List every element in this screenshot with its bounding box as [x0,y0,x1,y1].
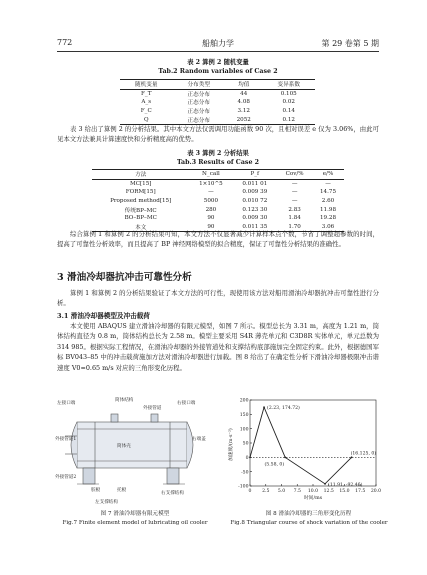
table3-cell: 本文 [92,223,189,232]
table2-cell: 0.12 [262,115,315,124]
table3-cell: 0.011 35 [232,223,277,232]
y-axis-label: 加速度/(m·s⁻²) [229,428,234,461]
table2-header-cell: 均值 [225,80,262,90]
table3-cell: — [291,198,298,205]
label-pipe-1: 外接管道1 [55,437,77,442]
data-point [263,406,265,408]
figure-7-caption-cn: 图 7 滑油冷却器有限元模型 [100,511,170,517]
point-annotation: (11.91, -92.46) [328,482,363,488]
table2-cell: 4.08 [237,99,250,106]
label-rubber-plate: 胶板 [91,488,101,493]
label-right-support: 右支撑结构 [161,491,184,496]
left-support [83,468,95,484]
label-right-interface: 右接口端 [177,401,196,406]
table3-cell: 11.98 [320,206,337,213]
series-line [250,407,352,484]
table2-cell: 2052 [225,115,262,124]
table2-cell: 正态分布 [173,115,226,124]
table2-cell: 3.12 [237,108,250,115]
data-point [324,483,326,485]
figure-8-caption-cn: 图 8 滑油冷却器的三角形变化历程 [265,511,352,517]
table2-cell: 44 [240,90,248,97]
table2-cell: 正态分布 [187,100,210,107]
table3-cell: 1×10^5 [199,180,223,187]
table3-cell: 5000 [203,198,219,205]
table2-row [120,98,315,107]
running-header [57,37,379,52]
x-tick-label: 2.5 [262,489,270,494]
x-tick-label: 15.0 [339,489,350,494]
table3-cell: 2.83 [288,206,301,213]
x-tick-label: 5.0 [277,489,286,494]
x-tick-label: 0 [248,489,252,494]
y-tick-label: 150 [239,412,249,418]
table3-cell: 19.28 [320,215,337,222]
table2-cell: 正态分布 [187,109,210,116]
y-tick-label: 100 [239,427,249,433]
x-tick-label: 17.5 [355,489,366,494]
y-tick-label: 0 [245,455,249,461]
data-point [249,456,251,458]
table3-caption-en: Tab.3 Results of Case 2 [176,159,260,166]
point-annotation: (16.125, 0) [350,451,377,457]
label-pipe-2: 外接管道2 [55,475,77,480]
paragraph-model: 本文使用 ABAQUS 建立滑油冷却器的有限元模型，如图 7 所示。模型总长为 3.31 m，高度为 1.21 m，筒体结构直径为 0.8 m，筒体结构总长为 2.58 m。模型主要采用 S4R 薄壳单元和 C3D8R 实体单元，单元总数为 314 985。根据实际工程情况，在滑油冷却器的外接管道处和支撑结构底部施加完全固定约束。此外，根据德国军标 BV043–85 中的冲击载荷施加方法对滑油冷却器进行加载。图 8 给出了在确定性分析下滑油冷却器极限冲击谐速度 V0=0.65 m/s 对应的三角形变化历程。 [57,322,379,372]
y-tick-label: 200 [239,398,249,404]
table3-cell: — [291,180,298,187]
table3-cell: Proposed method[15] [110,198,172,205]
table2-header-cell: 变异系数 [262,80,315,90]
table3-cell: — [325,180,331,187]
table2-row [120,107,315,116]
table3-cell: 2.60 [321,198,335,205]
data-point [351,456,353,458]
page-number: 772 [57,38,73,47]
table3-cell: 0.010 72 [242,198,268,205]
table3-header-cell: e/% [312,170,344,180]
table3-header-cell: N_call [189,170,232,180]
figure-7-caption-en: Fig.7 Finite element model of lubricating oil cooler [62,520,208,526]
table3-cell: 0.009 39 [242,189,268,196]
table2-cell: 0.02 [282,99,295,106]
table3-header-cell: P_f [232,170,277,180]
point-annotation: (5.58, 0) [264,462,285,468]
table2 [120,79,315,125]
label-left-interface: 左接口端 [57,401,76,406]
x-tick-label: 12.5 [323,489,334,494]
label-pipe: 外接管道 [143,406,162,411]
table2-caption-cn: 表 2 算例 2 随机变量 [187,59,249,66]
table2-cell: A_s [141,99,152,106]
table2-cell: 0.105 [280,90,297,97]
table3-cell: 1.70 [277,223,312,232]
paragraph-section3-intro: 算例 1 和算例 2 的分析结果验证了本文方法的可行性，现使用该方法对船用滑油冷却器抗冲击可靠性进行分析。 [57,289,379,308]
table3-cell: 280 [205,206,217,213]
table3-cell: 0.123 30 [242,206,268,213]
table3-row [92,197,344,206]
table3-cell: 3.06 [312,223,344,232]
label-pallet: 托板 [117,488,127,493]
table2-caption-en: Tab.2 Random variables of Case 2 [158,68,278,75]
table3-cell: BO–BP–MC [124,215,157,222]
y-tick-label: -100 [238,484,249,490]
table2-cell: 0.14 [282,108,295,115]
table3 [92,169,344,232]
table2-cell: F_C [140,108,152,115]
section-3-title: 3 滑油冷却器抗冲击可靠性分析 [57,272,192,283]
table3-row [92,205,344,214]
table3-header-cell: Cov/% [277,170,312,180]
x-tick-label: 7.5 [293,489,301,494]
x-axis-label: 时间/ms [303,496,323,501]
table2-cell: 正态分布 [187,91,210,98]
journal-title: 船舶力学 [202,39,234,48]
x-tick-label: 10.0 [307,489,319,494]
right-support [167,468,179,484]
table3-header-cell: 方法 [92,170,189,180]
label-right-cap: 右端盖 [192,437,206,442]
data-point [284,456,286,458]
table2-header-cell: 分布类型 [173,80,226,90]
table3-cell: 传统BP–MC [124,207,157,214]
paragraph-table3-intro: 表 3 给出了算例 2 的分析结果。其中本文方法仅需调用功能函数 90 次，且相对误差 e 仅为 3.06%，由此可见本文方法兼具计算速度快和分析精度高的优势。 [57,125,379,144]
table2-cell: F_T [141,90,152,97]
table3-cell: 90 [207,215,215,222]
table3-cell: MC[15] [129,180,152,187]
volume-issue: 第 29 卷第 5 期 [321,39,379,48]
plot-frame [250,400,376,486]
paragraph-summary: 综合算例 1 和算例 2 的分析结果可知，本文方法不仅显著减少计算样本点个数，节省了调整超参数的时间，提高了可靠性分析效率，而且提高了 BP 神经网络模型的拟合精度，保证了可靠性分析结果的准确性。 [57,230,379,249]
table3-cell: 0.009 30 [242,215,268,222]
table2-cell: Q [120,115,173,124]
table3-cell: 90 [189,223,232,232]
table3-caption-cn: 表 3 算例 2 分析结果 [187,150,249,157]
figure-8-chart [226,390,386,508]
table2-row [120,89,315,98]
table2-header-cell: 随机变量 [120,80,173,90]
x-tick-label: 20.0 [370,489,382,494]
figure-8-caption-en: Fig.8 Triangular course of shock variation of the cooler [230,520,388,526]
figure-7-fe-model [55,392,215,508]
table3-row [92,179,344,188]
label-cylinder: 筒体结构 [115,398,134,403]
table3-cell: FORM[15] [125,189,156,196]
table3-cell: — [291,189,298,196]
label-left-support: 左支撑结构 [95,500,118,505]
label-shell: 筒体壳 [117,444,131,449]
table3-cell: — [208,189,214,196]
table3-row [92,188,344,197]
table3-cell: 1.84 [288,215,301,222]
table3-cell: 0.011 01 [242,180,268,187]
table3-row [92,214,344,223]
y-tick-label: -50 [241,470,249,476]
y-tick-label: 50 [242,441,249,447]
subsection-3-1-title: 3.1 滑油冷却器模型及冲击载荷 [57,312,150,320]
point-annotation: (2.23, 174.72) [267,406,300,412]
table3-cell: 14.75 [320,189,337,196]
